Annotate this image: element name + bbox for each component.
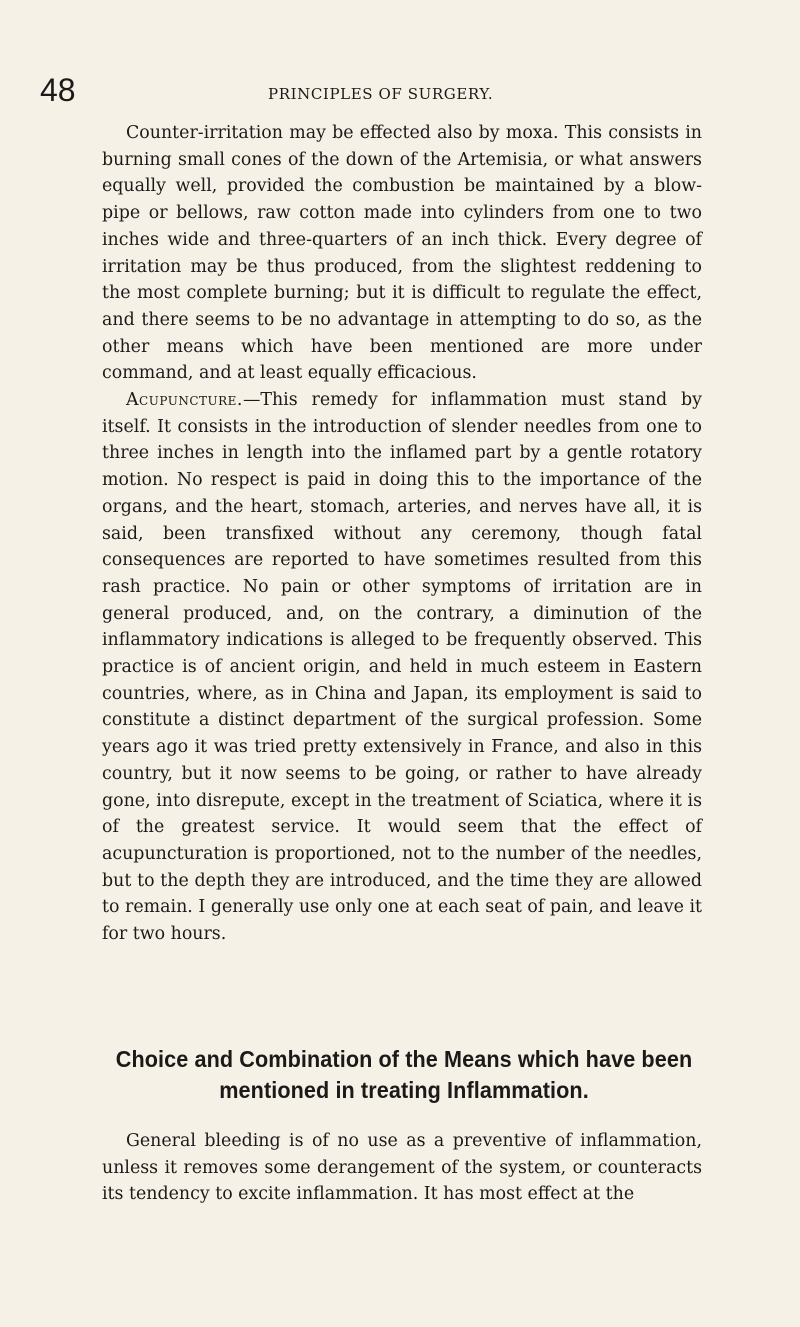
page-header [40, 74, 760, 110]
section-heading-line1: Choice and Combination of the Means which have been [115, 1046, 693, 1072]
paragraph-general-bleeding: General bleeding is of no use as a preventive of inflammation, unless it removes some derangement of the system, or counteracts its tendency to excite inflammation. It has most effect at the [102, 1131, 702, 1205]
paragraph-acupuncture-text: —This remedy for inflammation must stand by itself. It consists in the introduction of slender needles from one to three inches in length into the inflamed part by a gentle rotatory motion. No respect is paid in doing this to the importance of the organs, and the heart, stomach, arteries, and nerves have all, it is said, been transfixed without any ceremony, though fatal consequences are reported to have sometimes resulted from this rash practice. No pain or other symptoms of irritation are in general produced, and, on the contrary, a diminution of the inflammatory indications is alleged to be frequently observed. This practice is of ancient origin, and held in much esteem in Eastern countries, where, as in China and Japan, its employment is said to constitute a distinct department of the surgical profession. Some years ago it was tried pretty extensively in France, and also in this country, but it now seems to be going, or rather to have already gone, into disrepute, except in the treatment of Sciatica, where it is of the greatest service. It would seem that the effect of acupuncturation is proportioned, not to the number of the needles, but to the depth they are introduced, and the time they are allowed to remain. I generally use only one at each seat of pain, and leave it for two hours. [102, 390, 702, 945]
section-heading-line2: mentioned in treating Inflammation. [219, 1077, 589, 1103]
running-head: PRINCIPLES OF SURGERY. [268, 85, 494, 103]
page-number: 48 [40, 72, 76, 108]
paragraph-moxa [102, 120, 702, 387]
paragraph-acupuncture [102, 387, 702, 948]
closing-text [102, 1128, 702, 1208]
paragraph-moxa-text: Counter-irritation may be effected also by moxa. This consists in burning small cones of the down of the Artemisia, or what answers equally well, provided the combustion be maintained by a blow-pipe or bellows, raw cotton made into cylinders from one to two inches wide and three-quarters of an inch thick. Every degree of irritation may be thus produced, from the slightest reddening to the most complete burning; but it is difficult to regulate the effect, and there seems to be no advantage in attempting to do so, as the other means which have been mentioned are more under command, and at least equally efficacious. [102, 123, 702, 384]
acupuncture-lead: Acupuncture. [126, 390, 243, 411]
section-heading [106, 1044, 702, 1106]
body-text [102, 120, 702, 948]
